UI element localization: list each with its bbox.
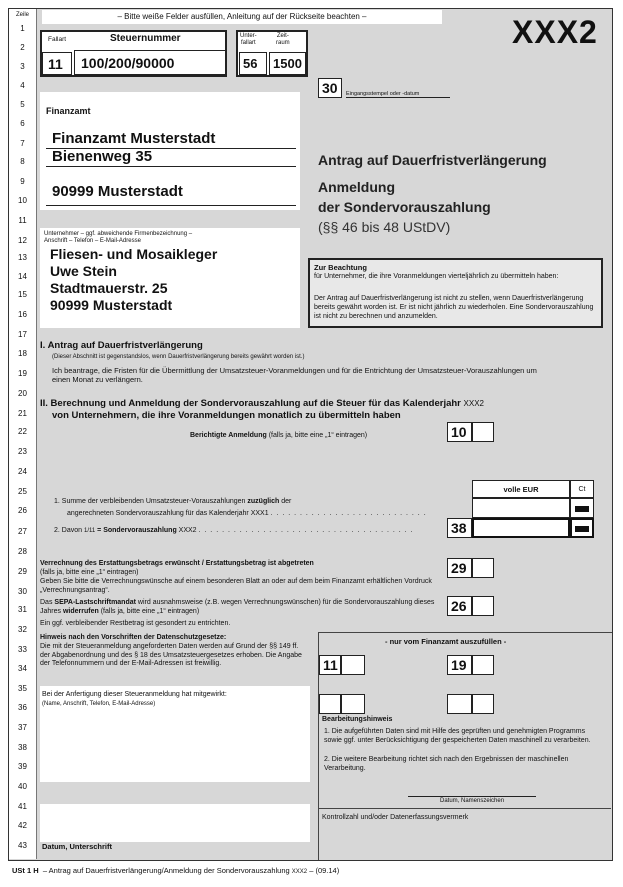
footer-year: XXX2 (291, 869, 308, 875)
item2-bold: = Sondervorauszahlung (97, 527, 177, 534)
line-number: 37 (18, 723, 27, 732)
mitwirkung-sub: (Name, Anschrift, Telefon, E-Mail-Adresse) (42, 701, 156, 707)
line-number: 1 (20, 24, 25, 33)
line-number-column (9, 9, 37, 859)
line-number: 34 (18, 664, 27, 673)
line-number: 2 (20, 43, 25, 52)
beachtung-text1: für Unternehmer, die ihre Voranmeldungen vierteljährlich zu übermitteln haben: (314, 273, 559, 280)
steuernummer-field[interactable]: 100/200/90000 (74, 50, 226, 75)
line-number: 3 (20, 62, 25, 71)
beachtung-title: Zur Beachtung (314, 263, 367, 272)
form-code: XXX2 (512, 14, 598, 50)
item1-text-b (67, 510, 427, 519)
amt-date-label: Datum, Namenszeichen (440, 798, 505, 804)
item1-text-a (54, 498, 291, 507)
amt-code2: 19 (447, 655, 472, 675)
verrechnung-title: Verrechnung des Erstattungsbetrags erwünscht / Erstattungsbetrag ist abgetreten (40, 560, 314, 567)
signature-box[interactable] (40, 804, 310, 842)
unterfallart-label: Unter- fallart (240, 33, 257, 46)
title-line4: (§§ 46 bis 48 UStDV) (318, 219, 451, 235)
sepa-code: 26 (447, 596, 472, 616)
eingang-label: Eingangsstempel oder -datum (346, 91, 420, 97)
unternehmer-line3[interactable]: Stadtmauerstr. 25 (50, 280, 168, 296)
col-ct-header: Ct (570, 480, 594, 498)
line-number: 43 (18, 841, 27, 850)
line-number: 4 (20, 81, 25, 90)
line-number: 17 (18, 330, 27, 339)
beachtung-text2: Der Antrag auf Dauerfristverlängerung ist nicht zu stellen, wenn Dauerfristverlängerung bereits gewährt worden ist. Er ist nicht jährlich zu wiederholen. Eine Sondervorauszahlung ist nicht zu berechnen und anzumelden. (314, 295, 594, 320)
sepa-text (40, 599, 440, 616)
line-number: 23 (18, 447, 27, 456)
berichtigt-rest: (falls ja, bitte eine „1“ eintragen) (268, 432, 368, 439)
sepa-field[interactable] (472, 596, 494, 616)
verrechnung-code: 29 (447, 558, 472, 578)
finanzamt-street[interactable]: Bienenweg 35 (52, 148, 153, 165)
sepa-c: (falls ja, bitte eine „1“ eintragen) (100, 607, 200, 615)
berichtigt-bold: Berichtigte Anmeldung (190, 432, 267, 439)
line-number: 24 (18, 467, 27, 476)
line-number: 8 (20, 157, 25, 166)
amt-date-line (408, 796, 536, 797)
line-number: 26 (18, 506, 27, 515)
line-number: 14 (18, 272, 27, 281)
finanzamt-line (46, 205, 296, 206)
beachtung-box (308, 258, 603, 328)
item1-b: der (281, 498, 292, 505)
line-number: 31 (18, 605, 27, 614)
item1-c: angerechneten Sondervorauszahlung für das Kalenderjahr (67, 510, 249, 517)
unternehmer-line1[interactable]: Fliesen- und Mosaikleger (50, 246, 218, 262)
item2-ct-field[interactable] (570, 518, 594, 538)
section2-title1: II. Berechnung und Anmeldung der Sondervorauszahlung auf die Steuer für das Kalenderjahr (40, 398, 461, 409)
item1-ct-field[interactable] (570, 498, 594, 518)
zeile-label: Zeile (15, 12, 29, 18)
line-number: 39 (18, 762, 27, 771)
line-number: 16 (18, 310, 27, 319)
amt-field3[interactable] (319, 694, 341, 714)
line-number: 28 (18, 547, 27, 556)
line-number: 22 (18, 427, 27, 436)
bearbeitung-hint2: 2. Die weitere Bearbeitung richtet sich nach den Ergebnissen der maschinellen Verarbeitung. (324, 756, 569, 772)
amt-field1[interactable] (341, 655, 365, 675)
line-number: 18 (18, 349, 27, 358)
item2-eur-field[interactable] (472, 518, 570, 538)
line-number: 5 (20, 100, 25, 109)
fallart-label: Fallart (48, 36, 67, 43)
item1-eur-field[interactable] (472, 498, 570, 518)
item2-code: 38 (447, 518, 472, 538)
section1-title: I. Antrag auf Dauerfristverlängerung (40, 340, 203, 351)
line-number: 25 (18, 487, 27, 496)
signature-label: Datum, Unterschrift (42, 842, 113, 851)
line-number: 40 (18, 782, 27, 791)
footer (12, 866, 339, 875)
line-number: 20 (18, 389, 27, 398)
finanzamt-name[interactable]: Finanzamt Musterstadt (52, 130, 216, 147)
line-number: 12 (18, 236, 27, 245)
line-number: 10 (18, 196, 27, 205)
item2-frac: 1/11 (83, 528, 96, 534)
datenschutz-text: Die mit der Steueranmeldung angeforderten Daten werden auf Grund der §§ 149 ff. der Abgabenordnung und des § 18 des Umsatzsteuergesetzes erhoben. Die Angabe der Telefonnummern und der E-Mail-Adressen ist freiwillig. (40, 643, 302, 667)
item2-year: XXX2 (178, 527, 197, 534)
amt-code1: 11 (319, 655, 341, 675)
berichtigt-field[interactable] (472, 422, 494, 442)
unternehmer-line2[interactable]: Uwe Stein (50, 263, 117, 279)
section2-title (40, 398, 600, 409)
item2-a: 2. Davon (54, 527, 83, 534)
item1-dots: . . . . . . . . . . . . . . . . . . . . . . . . . . . (270, 510, 427, 517)
bearbeitung-title: Bearbeitungshinweis (322, 716, 393, 723)
unternehmer-line4[interactable]: 90999 Musterstadt (50, 297, 173, 313)
line-number: 32 (18, 625, 27, 634)
datenschutz-title: Hinweis nach den Vorschriften der Datenschutzgesetze: (40, 634, 227, 641)
item1-a: 1. Summe der verbleibenden Umsatzsteuer-Vorauszahlungen (54, 498, 246, 505)
amt-field6[interactable] (472, 694, 494, 714)
line-number: 7 (20, 139, 25, 148)
line-number: 21 (18, 409, 27, 418)
unternehmer-label: Unternehmer – ggf. abweichende Firmenbezeichnung – Anschrift – Telefon – E-Mail-Adresse (44, 231, 193, 244)
finanzamt-city[interactable]: 90999 Musterstadt (52, 183, 183, 200)
line-number: 9 (20, 177, 25, 186)
line-number: 11 (18, 216, 27, 225)
line-number: 33 (18, 645, 27, 654)
title-line1: Antrag auf Dauerfristverlängerung (318, 152, 547, 168)
mitwirkung-label: Bei der Anfertigung dieser Steueranmeldung hat mitgewirkt: (42, 691, 227, 698)
finanzamt-label: Finanzamt (46, 106, 91, 116)
section2-year: XXX2 (463, 399, 484, 408)
unterfallart-field[interactable]: 56 (239, 52, 267, 75)
line-number: 29 (18, 567, 27, 576)
line-number: 38 (18, 743, 27, 752)
title-line3: der Sondervorauszahlung (318, 199, 491, 215)
verrechnung-field[interactable] (472, 558, 494, 578)
eingang-code: 30 (318, 78, 342, 98)
amt-field4[interactable] (341, 694, 365, 714)
line-number: 15 (18, 290, 27, 299)
verrechnung-sub: (falls ja, bitte eine „1“ eintragen) (40, 569, 139, 576)
line-number: 30 (18, 587, 27, 596)
amt-field2[interactable] (472, 655, 494, 675)
verrechnung-text: Geben Sie bitte die Verrechnungswünsche auf einem besonderen Blatt an oder auf dem beim Finanzamt erhältlichen Vordruck „Verrechnungsantrag“. (40, 578, 432, 594)
sepa-bold: SEPA-Lastschriftmandat (54, 599, 136, 606)
berichtigt-label (190, 432, 367, 441)
item2-text (54, 527, 414, 536)
header-notice: – Bitte weiße Felder ausfüllen, Anleitung auf der Rückseite beachten – (42, 10, 442, 24)
zeitraum-label: Zeit- raum (276, 33, 290, 46)
footer-version: – (09.14) (309, 866, 340, 875)
item2-dots: . . . . . . . . . . . . . . . . . . . . . . . . . . . . . . . . . . . . . (198, 527, 414, 534)
line-number: 6 (20, 119, 25, 128)
zeitraum-field[interactable]: 1500 (269, 52, 306, 75)
bearbeitung-hint1: 1. Die aufgeführten Daten sind mit Hilfe des geprüften und genehmigten Programms sowie ggf. unter Berücksichtigung der gespeicherten Daten maschinell zu verarbeiten. (324, 728, 591, 744)
section1-note: (Dieser Abschnitt ist gegenstandslos, wenn Dauerfristverlängerung bereits gewährt worden ist.) (52, 354, 305, 360)
sepa-text-d: Ein ggf. verbleibender Restbetrag ist gesondert zu entrichten. (40, 620, 231, 627)
line-number: 36 (18, 703, 27, 712)
kontroll-label: Kontrollzahl und/oder Datenerfassungsvermerk (322, 814, 469, 821)
line-number: 42 (18, 821, 27, 830)
eingang-line (346, 97, 450, 98)
line-number: 35 (18, 684, 27, 693)
sepa-a: Das (40, 599, 53, 606)
section1-text: Ich beantrage, die Fristen für die Übermittlung der Umsatzsteuer-Voranmeldungen und für die Entrichtung der Umsatzsteuer-Vorauszahlungen um einen Monat zu verlängern. (52, 366, 537, 384)
item1-year: XXX1 (250, 510, 269, 517)
fallart-field[interactable]: 11 (42, 52, 72, 75)
item1-bold: zuzüglich (247, 498, 280, 505)
line-number: 19 (18, 369, 27, 378)
berichtigt-code: 10 (447, 422, 472, 442)
amt-divider (318, 808, 611, 809)
line-number: 41 (18, 802, 27, 811)
amt-title: - nur vom Finanzamt auszufüllen - (385, 637, 507, 646)
title-line2: Anmeldung (318, 179, 395, 195)
sepa-b: wird ausnahmsweise (z.B. wegen Verrechnungswünschen) für die Sondervorauszahlung dieses Jahres (40, 599, 435, 615)
steuernummer-label: Steuernummer (110, 33, 181, 44)
col-eur-header: volle EUR (472, 480, 570, 498)
sepa-bold2: widerrufen (62, 607, 99, 615)
line-number: 13 (18, 253, 27, 262)
finanzamt-line (46, 166, 296, 167)
footer-form-id: USt 1 H (12, 866, 39, 875)
section2-title2: von Unternehmern, die ihre Voranmeldungen monatlich zu übermitteln haben (52, 410, 401, 421)
line-number: 27 (18, 527, 27, 536)
footer-text: – Antrag auf Dauerfristverlängerung/Anmeldung der Sondervorauszahlung (42, 866, 290, 875)
amt-field5[interactable] (447, 694, 472, 714)
